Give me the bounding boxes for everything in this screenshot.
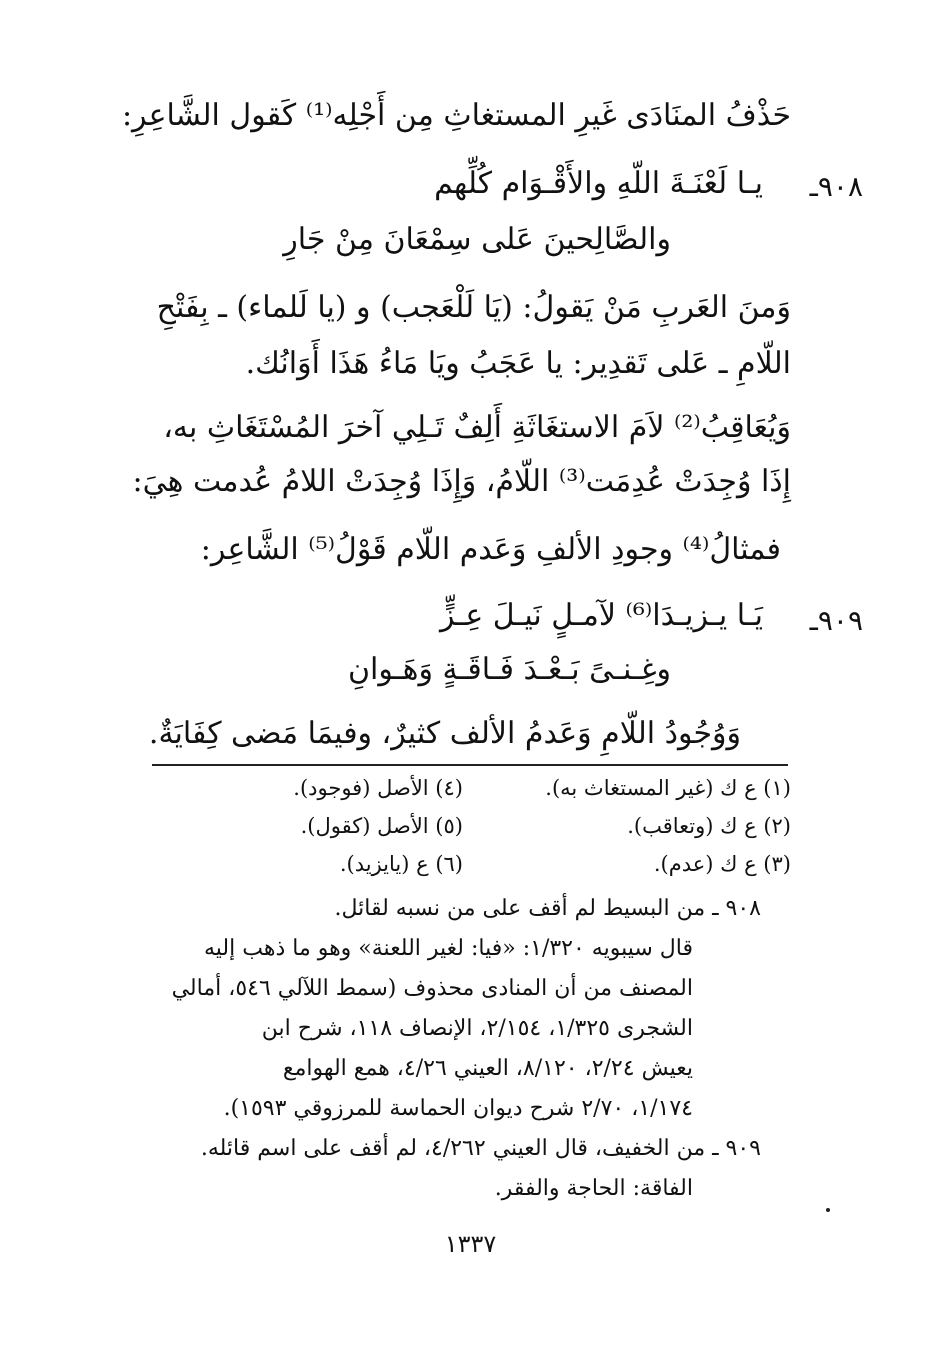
commentary-909-head: ٩٠٩ ـ من الخفيف، قال العيني ٤/٢٦٢، لم أقف على اسم قائله. xyxy=(200,1136,761,1161)
paragraph-2-line-1: وَمنَ العَربِ مَنْ يَقولُ: (يَا لَلْعَجب) و (يا لَلماء) ـ بِفَتْحِ xyxy=(156,290,791,325)
footnote-separator xyxy=(152,764,788,766)
footnote-1: (١) ع ك (غير المستغاث به). xyxy=(545,776,791,800)
verse-908-hemistich-2: والصَّالِحينَ عَلى سِمْعَانَ مِنْ جَارِ xyxy=(283,222,671,257)
example-intro-line: فمثالُ⁽⁴⁾ وجودِ الألفِ وَعَدم اللّام قَوْلُ⁽⁵⁾ الشَّاعِر: xyxy=(200,532,781,567)
commentary-909-gloss: الفاقة: الحاجة والفقر. xyxy=(494,1176,693,1201)
verse-909-hemistich-2: وغِـنـىً بَـعْـدَ فَـاقَـةٍ وَهَـوانِ xyxy=(347,652,671,687)
commentary-908-line-2: المصنف من أن المنادى محذوف (سمط اللآلي ٥٤٦، أمالي xyxy=(171,976,693,1001)
paragraph-3-line-2: إِذَا وُجِدَتْ عُدِمَت⁽³⁾ اللّامُ، وَإِذَا وُجِدَتْ اللامُ عُدمت هِيَ: xyxy=(132,464,791,499)
closing-line: وَوُجُودُ اللّامِ وَعَدمُ الألف كثيرٌ، وفيمَا مَضى كِفَايَةٌ. xyxy=(148,716,741,751)
footnote-5: (٥) الأصل (كقول). xyxy=(300,814,463,838)
verse-908-hemistich-1: يـا لَعْنَـةَ اللّهِ والأَقْـوَام كُلِّهم xyxy=(434,166,763,201)
footnote-4: (٤) الأصل (فوجود). xyxy=(293,776,463,800)
footnote-3: (٣) ع ك (عدم). xyxy=(653,852,791,876)
page-number: ١٣٣٧ xyxy=(444,1230,497,1258)
verse-909-number: ٩٠٩ـ xyxy=(809,604,863,637)
footnote-2: (٢) ع ك (وتعاقب). xyxy=(627,814,791,838)
commentary-908-head: ٩٠٨ ـ من البسيط لم أقف على من نسبه لقائل. xyxy=(334,896,761,921)
print-mark xyxy=(826,1208,830,1212)
verse-908-number: ٩٠٨ـ xyxy=(809,170,863,203)
paragraph-3-line-1: وَيُعَاقِبُ⁽²⁾ لاَمَ الاستغَاثَةِ أَلِفٌ تَـلِي آخرَ المُسْتَغَاثِ به، xyxy=(163,410,791,445)
commentary-908-line-5: ١/١٧٤، ٢/٧٠ شرح ديوان الحماسة للمرزوقي ١٥٩٣). xyxy=(223,1096,693,1121)
footnote-6: (٦) ع (يايزيد). xyxy=(339,852,463,876)
paragraph-2-line-2: اللّامِ ـ عَلى تَقدِير: يا عَجَبُ ويَا مَاءُ هَذَا أَوَانُك. xyxy=(245,346,791,381)
commentary-908-line-1: قال سيبويه ١/٣٢٠: «فيا: لغير اللعنة» وهو ما ذهب إليه xyxy=(204,936,693,961)
commentary-908-line-4: يعيش ٢/٢٤، ٨/١٢٠، العيني ٤/٢٦، همع الهوامع xyxy=(282,1056,693,1081)
commentary-908-line-3: الشجرى ١/٣٢٥، ٢/١٥٤، الإنصاف ١١٨، شرح ابن xyxy=(261,1016,693,1041)
verse-909-hemistich-1: يَـا يـزيـدَا⁽⁶⁾ لآمـلٍ نَيـلَ عِـزٍّ xyxy=(440,598,763,633)
main-text-line-1: حَذْفُ المنَادَى غَيرِ المستغاثِ مِن أَجْلِه⁽¹⁾ كَقول الشَّاعِرِ: xyxy=(121,98,791,133)
